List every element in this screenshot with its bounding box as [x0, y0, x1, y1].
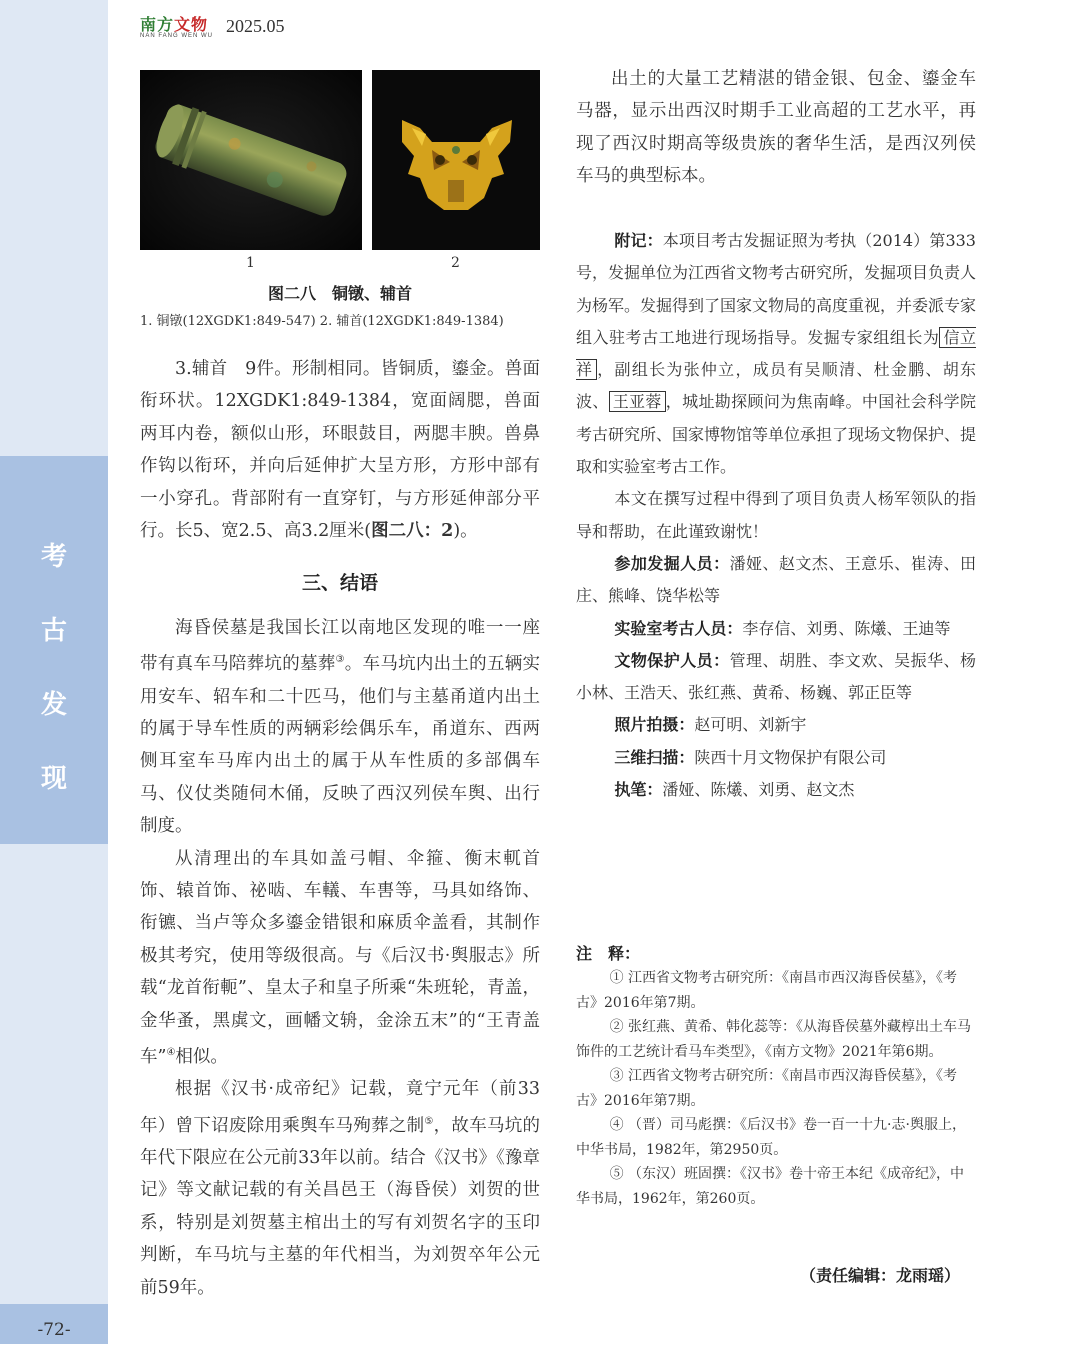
credit-label: 实验室考古人员：	[614, 618, 743, 638]
credit-line	[576, 774, 976, 806]
credit-names: 管理、胡胜、李文欢、吴振华、杨小林、王浩天、张红燕、黄希、杨巍、郭正臣等	[576, 650, 976, 703]
body-column-left	[140, 612, 540, 1304]
thanks-paragraph: 本文在撰写过程中得到了项目负责人杨军领队的指导和帮助，在此谨致谢忱！	[576, 489, 976, 541]
body-column-right	[576, 63, 976, 193]
credit-line	[576, 709, 976, 741]
credit-line	[576, 742, 976, 774]
acknowledgement	[576, 225, 976, 806]
text: )。	[453, 521, 478, 542]
text: 从清理出的车具如盖弓帽、伞箍、衡末軏首饰、辕首饰、祕啮、车轙、车軎等，马具如络饰、衔镳、当卢等众多鎏金错银和麻质伞盖看，其制作极其考究，使用等级很高。与《后汉书·舆服志》所载“龙首衔軛”、皇太子和皇子所乘“朱班轮，青盖，金华蚤，黑虡文，画幡文辀，金涂五末”的“王青盖车”	[140, 848, 540, 1067]
photo-gilt-knocker	[372, 70, 540, 250]
section-char: 发	[40, 690, 67, 720]
note-item: ④ （晋）司马彪撰：《后汉书》卷一百一十九·志·舆服上，中华书局，1982年，第2950页。	[576, 1117, 966, 1158]
boxed-name: 信立祥	[576, 327, 976, 380]
paragraph	[140, 1073, 540, 1304]
text: 本项目考古发掘证照为考执（2014）第333号，发掘单位为江西省文物考古研究所，发掘项目负责人为杨军。发掘得到了国家文物局的高度重视，并委派专家组入驻考古工地进行现场指导。发掘专家组组长为	[576, 231, 977, 347]
text: 相似。	[175, 1046, 228, 1067]
figure-title: 图二八 铜镦、辅首	[267, 284, 412, 303]
text: 3.辅首 9件。形制相同。皆铜质，鎏金。兽面衔环状。12XGDK1:849-1384，宽面阔腮，兽面两耳内卷，额似山形，环眼鼓目，两腮丰腴。兽鼻作钩以衔环，并向后延伸扩大呈方形，方形中部有一小穿孔。背部附有一直穿钉，与方形延伸部分平行。长5、宽2.5、高3.2厘米(	[140, 359, 540, 542]
journal-logo	[140, 12, 213, 39]
body-column-left-top	[140, 353, 540, 547]
credit-line	[576, 645, 976, 710]
section-char: 考	[40, 542, 67, 572]
text: ，故车马坑的年代下限应在公元前33年以前。结合《汉书》《豫章记》等文献记载的有关昌邑王（海昏侯）刘贺的世系，特别是刘贺墓主棺出土的写有刘贺名字的玉印判断，车马坑与主墓的年代相当，为刘贺卒年公元前59年。	[140, 1115, 541, 1298]
paragraph	[140, 843, 540, 1074]
paragraph: 出土的大量工艺精湛的错金银、包金、鎏金车马器，显示出西汉时期手工业高超的工艺水平，再现了西汉时期高等级贵族的奢华生活，是西汉列侯车马的典型标本。	[576, 69, 976, 187]
figure-number: 2	[451, 255, 460, 271]
section-char: 古	[40, 616, 67, 646]
figure-caption: 1. 铜镦(12XGDK1:849-547) 2. 辅首(12XGDK1:849-1384)	[140, 314, 504, 329]
responsible-editor: （责任编辑：龙雨瑶）	[800, 1266, 961, 1285]
photo-bronze-ferrule	[140, 70, 362, 250]
credit-line	[576, 548, 976, 613]
boxed-name: 王亚蓉	[609, 391, 666, 412]
footnote-ref: ③	[335, 654, 345, 666]
footnote-ref: ⑤	[424, 1115, 434, 1127]
figure-number: 1	[246, 255, 255, 271]
credit-label: 照片拍摄：	[614, 715, 695, 735]
figure-ref: 图二八：2	[371, 521, 454, 542]
note-item: ② 张红燕、黄希、韩化蕊等：《从海昏侯墓外藏椁出土车马饰件的工艺统计看马车类型》，《南方文物》2021年第6期。	[576, 1019, 972, 1060]
logo-text: 南方	[140, 15, 175, 34]
credit-names: 陕西十月文物保护有限公司	[694, 747, 887, 767]
text: ，城址勘探顾问为焦南峰。中国社会科学院考古研究所、国家博物馆等单位承担了现场文物保护、提取和实验室考古工作。	[576, 392, 977, 477]
credit-label: 参加发掘人员：	[614, 553, 730, 573]
credit-names: 潘娅、陈爔、刘勇、赵文杰	[662, 780, 855, 800]
text: 。车马坑内出土的五辆实用安车、轺车和二十匹马，他们与主墓甬道内出土的属于导车性质的两辆彩绘偶乐车，甬道东、西两侧耳室车马库内出土的属于从车性质的多部偶车马、仪仗类随伺木俑，反映了西汉列侯车舆、出行制度。	[140, 654, 541, 837]
logo-subtitle: NAN FANG WEN WU	[140, 33, 213, 39]
note-label: 附记：	[614, 231, 663, 250]
text: 海昏侯墓是我国长江以南地区发现的唯一一座带有真车马陪葬坑的墓葬	[140, 618, 540, 675]
text: ，副组长为张仲立，成员有吴顺清、杜金鹏、胡东波、	[576, 360, 976, 412]
section-title	[0, 520, 108, 816]
paragraph	[140, 612, 540, 843]
credit-names: 李存信、刘勇、陈爔、王迪等	[742, 618, 951, 638]
credit-names: 潘娅、赵文杰、王意乐、崔涛、田庄、熊峰、饶华松等	[576, 553, 976, 606]
note-item: ⑤ （东汉）班固撰：《汉书》卷十帝王本纪《成帝纪》，中华书局，1962年，第260页。	[576, 1166, 965, 1207]
text: 根据《汉书·成帝纪》记载，竟宁元年（前33年）曾下诏废除用乘舆车马殉葬之制	[140, 1079, 540, 1136]
note-paragraph	[576, 225, 976, 483]
credit-names: 赵可明、刘新宇	[694, 715, 807, 735]
note-item: ① 江西省文物考古研究所：《南昌市西汉海昏侯墓》，《考古》2016年第7期。	[576, 970, 958, 1011]
section-heading: 三、结语	[301, 572, 378, 594]
credit-line	[576, 613, 976, 645]
notes-heading: 注 释：	[576, 944, 641, 963]
page-number: -72-	[0, 1304, 108, 1344]
note-item: ③ 江西省文物考古研究所：《南昌市西汉海昏侯墓》，《考古》2016年第7期。	[576, 1068, 958, 1109]
notes-list	[576, 966, 976, 1211]
footnote-ref: ④	[166, 1047, 176, 1059]
logo-text: 文物	[174, 15, 209, 34]
paragraph	[140, 353, 540, 547]
section-char: 现	[40, 764, 67, 794]
credit-label: 执笔：	[614, 780, 663, 800]
issue-date: 2025.05	[226, 16, 285, 36]
credit-label: 文物保护人员：	[614, 650, 730, 670]
credit-label: 三维扫描：	[614, 747, 695, 767]
